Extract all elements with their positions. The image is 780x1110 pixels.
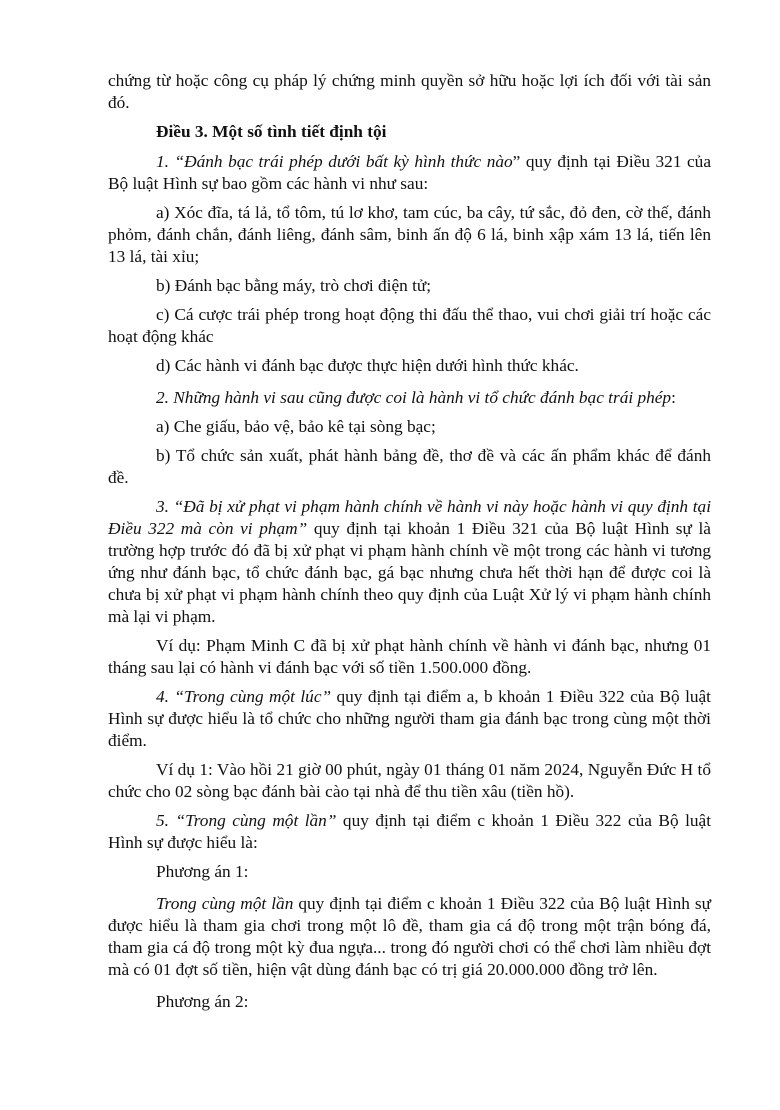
clause-4-text: quy định tại điểm a, b khoản 1 Điều 322 của Bộ luật Hình sự được hiểu là tổ chức cho những người tham gia đánh bạc trong cùng một thời điểm. [108, 687, 711, 750]
clause-1 [108, 151, 711, 195]
clause-4-example: Ví dụ 1: Vào hồi 21 giờ 00 phút, ngày 01 tháng 01 năm 2024, Nguyễn Đức H tổ chức cho 02 sòng bạc đánh bài cào tại nhà để thu tiền xâu (tiền hồ). [108, 760, 711, 801]
article-heading: Điều 3. Một số tình tiết định tội [156, 122, 387, 141]
clause-4-italic: 4. “Trong cùng một lúc” [156, 687, 332, 706]
clause-5-option-1-text: quy định tại điểm c khoản 1 Điều 322 của Bộ luật Hình sự được hiểu là tham gia chơi trong một lô đề, tham gia cá độ trong một trận bóng đá, tham gia cá độ trong một kỳ đua ngựa... trong đó người chơi có thể chơi làm nhiều đợt mà có 01 đợt số tiền, hiện vật dùng đánh bạc có trị giá 20.000.000 đồng trở lên. [108, 894, 711, 979]
clause-2-point-a: a) Che giấu, bảo vệ, bảo kê tại sòng bạc; [156, 417, 436, 436]
clause-1-text: ” quy định tại Điều 321 của Bộ luật Hình sự bao gồm các hành vi như sau: [108, 152, 711, 193]
clause-5-option-1-italic: Trong cùng một lần [156, 894, 294, 913]
clause-5-italic: 5. “Trong cùng một lần” [156, 811, 337, 830]
clause-3-example: Ví dụ: Phạm Minh C đã bị xử phạt hành chính về hành vi đánh bạc, nhưng 01 tháng sau lại có hành vi đánh bạc với số tiền 1.500.000 đồng. [108, 636, 711, 677]
clause-2-italic: 2. Những hành vi sau cũng được coi là hành vi tổ chức đánh bạc trái phép [156, 388, 672, 407]
clause-1-italic: 1. “Đánh bạc trái phép dưới bất kỳ hình thức nào [156, 152, 513, 171]
clause-2 [108, 387, 711, 409]
clause-1-point-a: a) Xóc đĩa, tá lả, tổ tôm, tú lơ khơ, tam cúc, ba cây, tứ sắc, đỏ đen, cờ thế, đánh phỏm, đánh chắn, đánh liêng, đánh sâm, binh ấn độ 6 lá, binh xập xám 13 lá, tiến lên 13 lá, tài xỉu; [108, 203, 711, 266]
clause-5 [108, 810, 711, 854]
clause-2-text: : [671, 388, 676, 407]
clause-3 [108, 496, 711, 628]
document-page [108, 70, 711, 1020]
clause-1-point-c: c) Cá cược trái phép trong hoạt động thi đấu thể thao, vui chơi giải trí hoặc các hoạt động khác [108, 305, 711, 346]
clause-1-point-d: d) Các hành vi đánh bạc được thực hiện dưới hình thức khác. [156, 356, 579, 375]
clause-1-point-b: b) Đánh bạc bằng máy, trò chơi điện tử; [156, 276, 432, 295]
clause-2-point-b: b) Tổ chức sản xuất, phát hành bảng đề, thơ đề và các ấn phẩm khác để đánh đề. [108, 446, 711, 487]
clause-5-option-1-label: Phương án 1: [156, 862, 249, 881]
clause-5-text: quy định tại điểm c khoản 1 Điều 322 của Bộ luật Hình sự được hiểu là: [108, 811, 711, 852]
clause-5-option-1 [108, 893, 711, 981]
paragraph-continuation: chứng từ hoặc công cụ pháp lý chứng minh quyền sở hữu hoặc lợi ích đối với tài sản đó. [108, 71, 711, 112]
clause-5-option-2-label: Phương án 2: [156, 992, 249, 1011]
clause-4 [108, 686, 711, 752]
clause-3-text: quy định tại khoản 1 Điều 321 của Bộ luật Hình sự là trường hợp trước đó đã bị xử phạt vi phạm hành chính về một trong các hành vi tương ứng như đánh bạc, tổ chức đánh bạc, gá bạc nhưng chưa hết thời hạn để được coi là chưa bị xử phạt vi phạm hành chính theo quy định của Luật Xử lý vi phạm hành chính mà lại vi phạm. [108, 519, 711, 626]
clause-3-italic: 3. “Đã bị xử phạt vi phạm hành chính về hành vi này hoặc hành vi quy định tại Điều 322 mà còn vi phạm” [108, 497, 711, 538]
